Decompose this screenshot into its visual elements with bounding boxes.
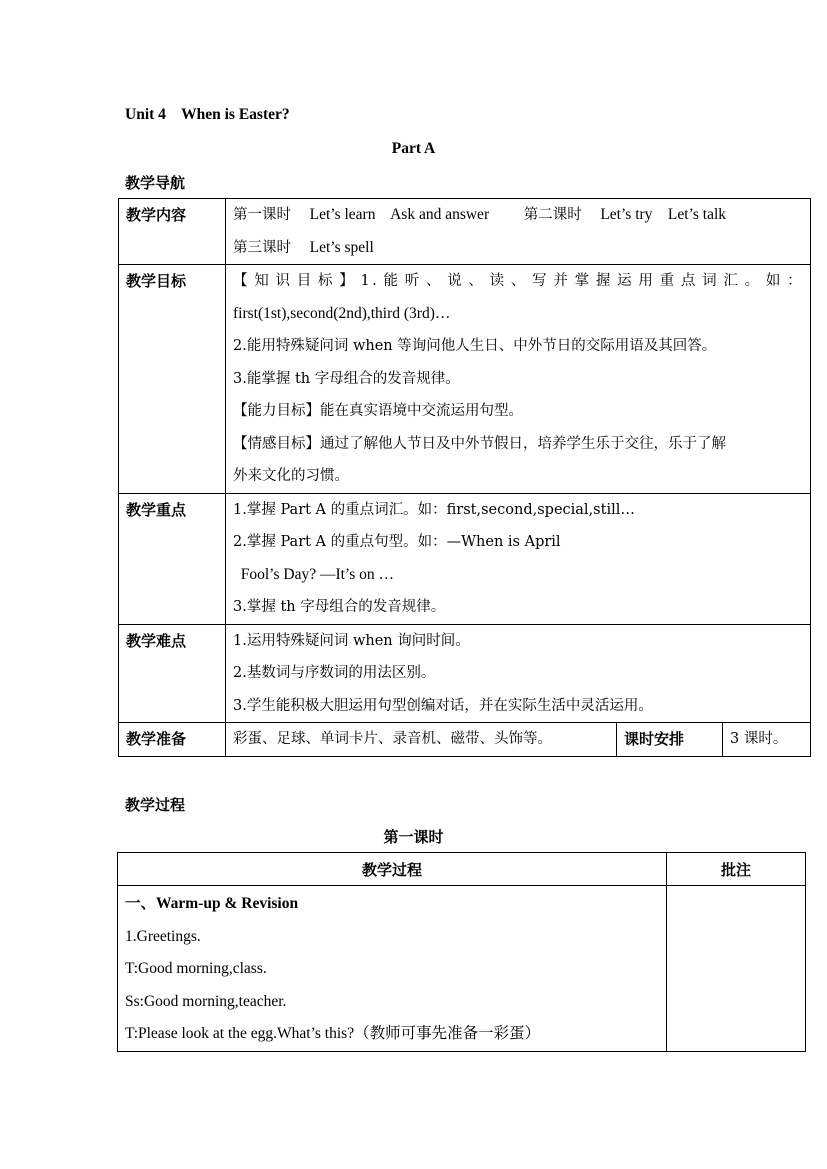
- process-column-header: 教学过程: [118, 853, 667, 886]
- difficulty-line: 2.基数词与序数词的用法区别。: [233, 665, 436, 681]
- goals-line: 【能力目标】能在真实语境中交流运用句型。: [233, 403, 523, 419]
- lesson2-items: Let’s try Let’s talk: [600, 206, 727, 223]
- goals-row: [119, 265, 811, 494]
- process-header-row: [118, 853, 806, 886]
- goals-line: 【情感目标】通过了解他人节日及中外节假日，培养学生乐于交往，乐于了解: [233, 435, 726, 452]
- content-row: [119, 199, 811, 265]
- difficulty-line: 3.学生能积极大胆运用句型创编对话，并在实际生活中灵活运用。: [233, 697, 653, 714]
- teaching-process-table: [117, 852, 806, 1052]
- section-title: 一、Warm-up & Revision: [125, 895, 299, 912]
- prep-label: 教学准备: [119, 723, 226, 757]
- goals-cell: [226, 265, 811, 494]
- process-line: T:Please look at the egg.What’s this?（教师可事先准备一彩蛋）: [125, 1025, 541, 1042]
- difficulty-cell: [226, 624, 811, 723]
- process-line: Ss:Good morning,teacher.: [125, 992, 287, 1010]
- goals-line: 3.能掌握 th 字母组合的发音规律。: [233, 370, 460, 387]
- lesson3-items: Let’s spell: [309, 238, 374, 256]
- lesson2-label: 第二课时: [523, 207, 582, 223]
- goals-line: 外来文化的习惯。: [233, 468, 349, 484]
- key-line: Fool’s Day? —It’s on …: [233, 565, 395, 583]
- key-line: 3.掌握 th 字母组合的发音规律。: [233, 599, 446, 615]
- prep-row: [119, 723, 811, 757]
- schedule-value: [723, 723, 811, 757]
- nav-heading: 教学导航: [125, 174, 186, 192]
- difficulty-line: 1.运用特殊疑问词 when 询问时间。: [233, 632, 470, 649]
- content-cell: [226, 199, 811, 265]
- process-body: [118, 886, 667, 1052]
- unit-title: Unit 4 When is Easter?: [125, 106, 290, 123]
- schedule-text: 3 课时。: [730, 731, 788, 747]
- difficulty-label: 教学难点: [119, 624, 226, 723]
- key-line: 1.掌握 Part A 的重点词汇。如：first,second,special,still…: [233, 501, 635, 518]
- key-label: 教学重点: [119, 493, 226, 624]
- notes-body: [667, 886, 806, 1052]
- difficulty-row: [119, 624, 811, 723]
- process-body-row: [118, 886, 806, 1052]
- goals-label: 教学目标: [119, 265, 226, 494]
- lesson1-items: Let’s learn Ask and answer: [309, 206, 490, 223]
- goals-line: first(1st),second(2nd),third (3rd)…: [233, 304, 451, 322]
- goals-line: 【知识目标】1.能听、说、读、写并掌握运用重点词汇。如：: [233, 273, 805, 289]
- key-row: [119, 493, 811, 624]
- goals-line: 2.能用特殊疑问词 when 等询问他人生日、中外节日的交际用语及其回答。: [233, 338, 717, 354]
- content-label: 教学内容: [119, 199, 226, 265]
- teaching-guide-table: [118, 198, 811, 757]
- process-line: 1.Greetings.: [125, 927, 201, 945]
- lesson1-label: 第一课时: [233, 207, 291, 223]
- lesson-title: 第一课时: [383, 828, 444, 846]
- part-title: Part A: [391, 140, 436, 157]
- key-cell: [226, 493, 811, 624]
- schedule-label: 课时安排: [617, 723, 723, 757]
- lesson3-label: 第三课时: [233, 239, 291, 256]
- key-line: 2.掌握 Part A 的重点句型。如：—When is April: [233, 534, 561, 550]
- process-heading: 教学过程: [125, 796, 186, 814]
- process-line: T:Good morning,class.: [125, 960, 267, 977]
- notes-column-header: 批注: [667, 853, 806, 886]
- prep-value: [226, 723, 617, 757]
- prep-text: 彩蛋、足球、单词卡片、录音机、磁带、头饰等。: [233, 731, 552, 747]
